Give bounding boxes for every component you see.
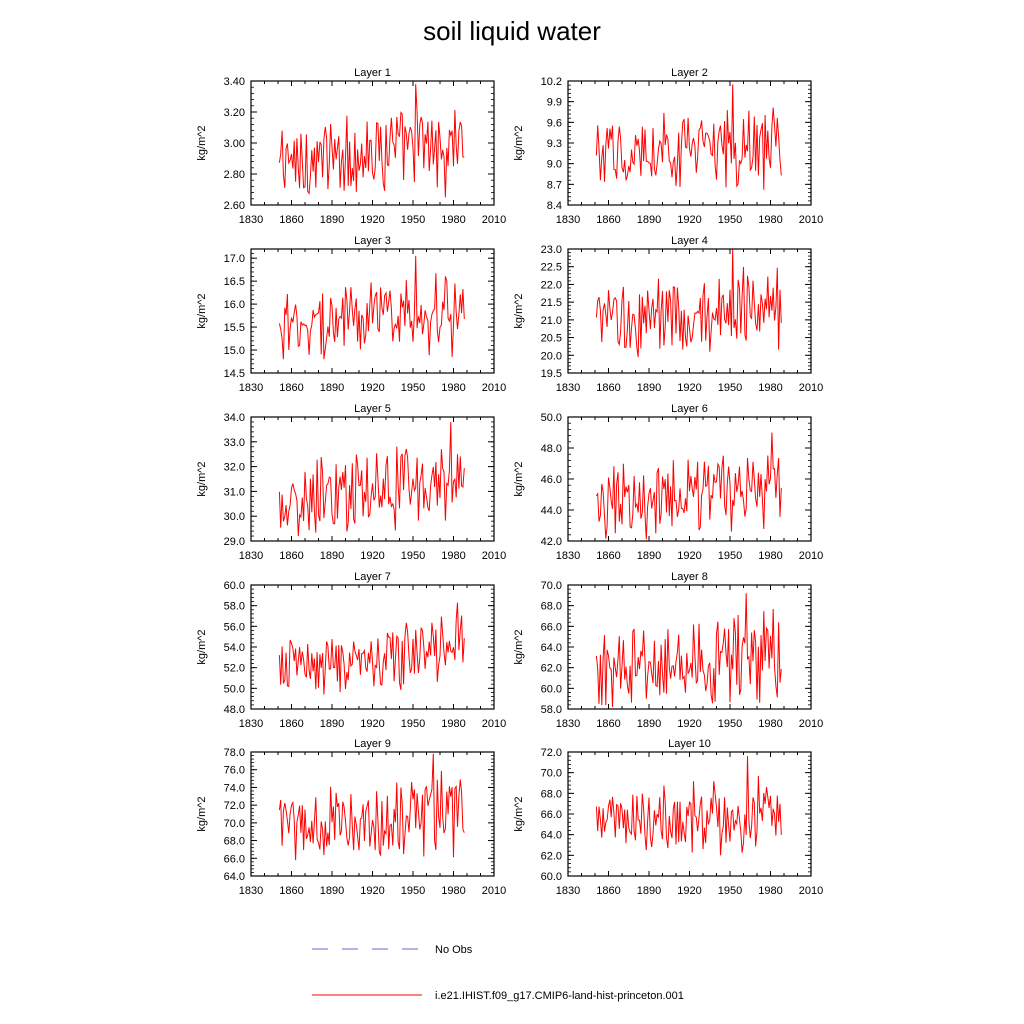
x-tick-label: 1920	[360, 214, 385, 226]
x-tick-label: 1830	[238, 382, 264, 394]
y-tick-label: 48.0	[540, 443, 562, 455]
y-tick-label: 9.0	[546, 158, 562, 171]
x-tick-label: 1980	[441, 718, 466, 730]
y-tick-label: 14.5	[223, 368, 245, 380]
y-tick-label: 9.9	[546, 96, 562, 109]
y-tick-label: 68.0	[540, 600, 562, 613]
y-tick-label: 68.0	[223, 835, 245, 848]
y-axis-label: kg/m^2	[513, 125, 525, 161]
y-tick-label: 70.0	[223, 817, 245, 830]
x-tick-label: 2010	[481, 885, 507, 897]
y-axis-label: kg/m^2	[196, 125, 208, 161]
x-tick-label: 1890	[319, 550, 345, 562]
x-tick-label: 1920	[677, 885, 702, 897]
panel-title: Layer 1	[354, 67, 391, 79]
y-tick-label: 54.0	[223, 642, 245, 654]
x-tick-label: 1860	[596, 382, 621, 394]
x-tick-label: 1860	[596, 214, 621, 226]
x-tick-label: 1860	[279, 214, 304, 226]
y-tick-label: 3.20	[223, 107, 245, 119]
x-tick-label: 1920	[677, 550, 702, 562]
x-tick-label: 1950	[400, 382, 426, 394]
x-tick-label: 1980	[758, 550, 783, 562]
y-axis-label: kg/m^2	[513, 796, 525, 832]
x-tick-label: 1950	[400, 550, 426, 562]
x-tick-label: 1950	[400, 718, 426, 730]
y-tick-label: 46.0	[540, 474, 562, 486]
x-tick-label: 1830	[238, 718, 264, 730]
y-tick-label: 21.0	[540, 314, 562, 327]
y-tick-label: 2.80	[223, 169, 245, 181]
x-tick-label: 2010	[481, 550, 507, 562]
y-tick-label: 2.60	[223, 200, 245, 212]
panels-group	[196, 67, 823, 897]
series-line	[596, 84, 781, 189]
y-axis-label: kg/m^2	[196, 293, 208, 329]
x-tick-label: 1830	[555, 214, 581, 226]
legend-label-model: i.e21.IHIST.f09_g17.CMIP6-land-hist-princeton.001	[435, 990, 684, 1002]
x-tick-label: 1860	[279, 382, 304, 394]
y-tick-label: 16.0	[223, 299, 245, 312]
panel-title: Layer 5	[354, 403, 391, 415]
panel-title: Layer 3	[354, 235, 391, 247]
y-axis-label: kg/m^2	[513, 293, 525, 329]
x-tick-label: 2010	[481, 214, 507, 226]
x-tick-label: 1920	[677, 718, 702, 730]
panel-layer-2	[513, 67, 823, 226]
x-tick-label: 1830	[555, 382, 581, 394]
panel-title: Layer 8	[671, 571, 708, 583]
y-tick-label: 42.0	[540, 536, 562, 548]
x-tick-label: 1920	[677, 214, 702, 226]
series-line	[279, 256, 464, 359]
y-axis-label: kg/m^2	[196, 461, 208, 497]
y-tick-label: 68.0	[540, 788, 562, 801]
y-tick-label: 10.2	[540, 76, 562, 88]
plot-frame	[251, 81, 494, 205]
x-tick-label: 1950	[717, 550, 743, 562]
y-tick-label: 66.0	[223, 853, 245, 866]
panel-layer-10	[513, 738, 823, 897]
series-line	[279, 754, 464, 860]
series-line	[596, 756, 781, 855]
series-line	[279, 422, 464, 536]
x-tick-label: 1890	[636, 550, 662, 562]
y-tick-label: 60.0	[223, 580, 245, 592]
panel-layer-5	[196, 403, 506, 562]
x-tick-label: 1920	[360, 885, 385, 897]
x-tick-label: 1830	[555, 718, 581, 730]
y-tick-label: 20.0	[540, 350, 562, 363]
y-tick-label: 16.5	[223, 276, 245, 289]
x-tick-label: 1950	[400, 214, 426, 226]
y-tick-label: 8.7	[546, 179, 562, 192]
panel-layer-4	[513, 235, 823, 394]
y-tick-label: 22.0	[540, 279, 562, 292]
y-tick-label: 72.0	[540, 747, 562, 759]
x-tick-label: 1980	[441, 382, 466, 394]
y-tick-label: 66.0	[540, 621, 562, 634]
y-tick-label: 64.0	[540, 829, 562, 842]
y-tick-label: 3.40	[223, 76, 245, 88]
y-tick-label: 15.0	[223, 345, 245, 358]
panel-title: Layer 7	[354, 571, 391, 583]
y-tick-label: 3.00	[223, 138, 245, 150]
panel-title: Layer 6	[671, 403, 708, 415]
x-tick-label: 1890	[319, 885, 345, 897]
y-tick-label: 78.0	[223, 747, 245, 759]
y-tick-label: 56.0	[223, 621, 245, 634]
x-tick-label: 2010	[798, 214, 824, 226]
x-tick-label: 1980	[441, 550, 466, 562]
x-tick-label: 1950	[717, 214, 743, 226]
y-tick-label: 9.6	[546, 117, 562, 130]
y-tick-label: 34.0	[223, 412, 245, 424]
panel-title: Layer 2	[671, 67, 708, 79]
x-tick-label: 1860	[279, 550, 304, 562]
x-tick-label: 1830	[555, 550, 581, 562]
x-tick-label: 1860	[596, 718, 621, 730]
x-tick-label: 1980	[441, 885, 466, 897]
y-tick-label: 29.0	[223, 536, 245, 548]
x-tick-label: 1920	[360, 718, 385, 730]
y-tick-label: 70.0	[540, 580, 562, 592]
panel-layer-7	[196, 571, 506, 730]
y-tick-label: 62.0	[540, 850, 562, 863]
series-line	[596, 433, 781, 540]
panel-title: Layer 9	[354, 738, 391, 750]
y-tick-label: 64.0	[223, 871, 245, 883]
x-tick-label: 2010	[798, 382, 824, 394]
x-tick-label: 1860	[279, 885, 304, 897]
x-tick-label: 1980	[441, 214, 466, 226]
x-tick-label: 1890	[636, 214, 662, 226]
y-tick-label: 76.0	[223, 764, 245, 777]
y-tick-label: 44.0	[540, 505, 562, 517]
x-tick-label: 1920	[677, 382, 702, 394]
y-tick-label: 60.0	[540, 871, 562, 883]
series-line	[596, 249, 781, 357]
y-tick-label: 62.0	[540, 662, 562, 675]
figure-title: soil liquid water	[423, 16, 601, 46]
x-tick-label: 1950	[717, 382, 743, 394]
y-tick-label: 64.0	[540, 642, 562, 654]
y-tick-label: 58.0	[540, 704, 562, 716]
y-axis-label: kg/m^2	[196, 629, 208, 665]
series-line	[596, 593, 781, 707]
x-tick-label: 2010	[798, 550, 824, 562]
y-tick-label: 19.5	[540, 368, 562, 380]
panel-layer-1	[196, 67, 506, 226]
y-tick-label: 74.0	[223, 782, 245, 795]
y-tick-label: 58.0	[223, 600, 245, 613]
x-tick-label: 2010	[481, 718, 507, 730]
panel-title: Layer 4	[671, 235, 708, 247]
x-tick-label: 1830	[238, 885, 264, 897]
x-tick-label: 2010	[798, 885, 824, 897]
x-tick-label: 1890	[636, 885, 662, 897]
x-tick-label: 1860	[279, 718, 304, 730]
x-tick-label: 1980	[758, 382, 783, 394]
x-tick-label: 1830	[238, 214, 264, 226]
x-tick-label: 1890	[319, 382, 345, 394]
x-tick-label: 1980	[758, 718, 783, 730]
legend-label-no-obs: No Obs	[435, 944, 473, 956]
y-tick-label: 70.0	[540, 767, 562, 780]
x-tick-label: 1830	[238, 550, 264, 562]
x-tick-label: 1890	[636, 718, 662, 730]
x-tick-label: 1950	[717, 885, 743, 897]
panel-layer-9	[196, 738, 506, 897]
y-tick-label: 72.0	[223, 800, 245, 813]
y-tick-label: 21.5	[540, 297, 562, 310]
x-tick-label: 1920	[360, 382, 385, 394]
y-tick-label: 50.0	[223, 683, 245, 696]
y-axis-label: kg/m^2	[513, 461, 525, 497]
y-axis-label: kg/m^2	[196, 796, 208, 832]
y-tick-label: 48.0	[223, 704, 245, 716]
y-tick-label: 60.0	[540, 683, 562, 696]
y-tick-label: 17.0	[223, 253, 245, 266]
x-tick-label: 1890	[636, 382, 662, 394]
y-tick-label: 15.5	[223, 322, 245, 335]
series-line	[279, 84, 464, 197]
x-tick-label: 1860	[596, 885, 621, 897]
x-tick-label: 2010	[798, 718, 824, 730]
panel-layer-6	[513, 403, 823, 562]
y-tick-label: 32.0	[223, 461, 245, 474]
series-line	[279, 603, 464, 695]
y-tick-label: 31.0	[223, 486, 245, 499]
y-tick-label: 66.0	[540, 809, 562, 821]
x-tick-label: 1830	[555, 885, 581, 897]
y-tick-label: 30.0	[223, 511, 245, 524]
y-tick-label: 23.0	[540, 244, 562, 256]
x-tick-label: 1980	[758, 885, 783, 897]
x-tick-label: 1860	[596, 550, 621, 562]
y-tick-label: 9.3	[546, 138, 562, 150]
x-tick-label: 1950	[717, 718, 743, 730]
x-tick-label: 1950	[400, 885, 426, 897]
y-tick-label: 50.0	[540, 412, 562, 424]
legend	[312, 944, 684, 1002]
y-tick-label: 33.0	[223, 436, 245, 449]
panel-layer-3	[196, 235, 506, 394]
y-tick-label: 22.5	[540, 261, 562, 274]
panel-title: Layer 10	[668, 738, 711, 750]
y-axis-label: kg/m^2	[513, 629, 525, 665]
x-tick-label: 1920	[360, 550, 385, 562]
y-tick-label: 52.0	[223, 662, 245, 675]
y-tick-label: 8.4	[546, 200, 562, 212]
x-tick-label: 1980	[758, 214, 783, 226]
panel-layer-8	[513, 571, 823, 730]
x-tick-label: 2010	[481, 382, 507, 394]
x-tick-label: 1890	[319, 718, 345, 730]
y-tick-label: 20.5	[540, 332, 562, 345]
x-tick-label: 1890	[319, 214, 345, 226]
